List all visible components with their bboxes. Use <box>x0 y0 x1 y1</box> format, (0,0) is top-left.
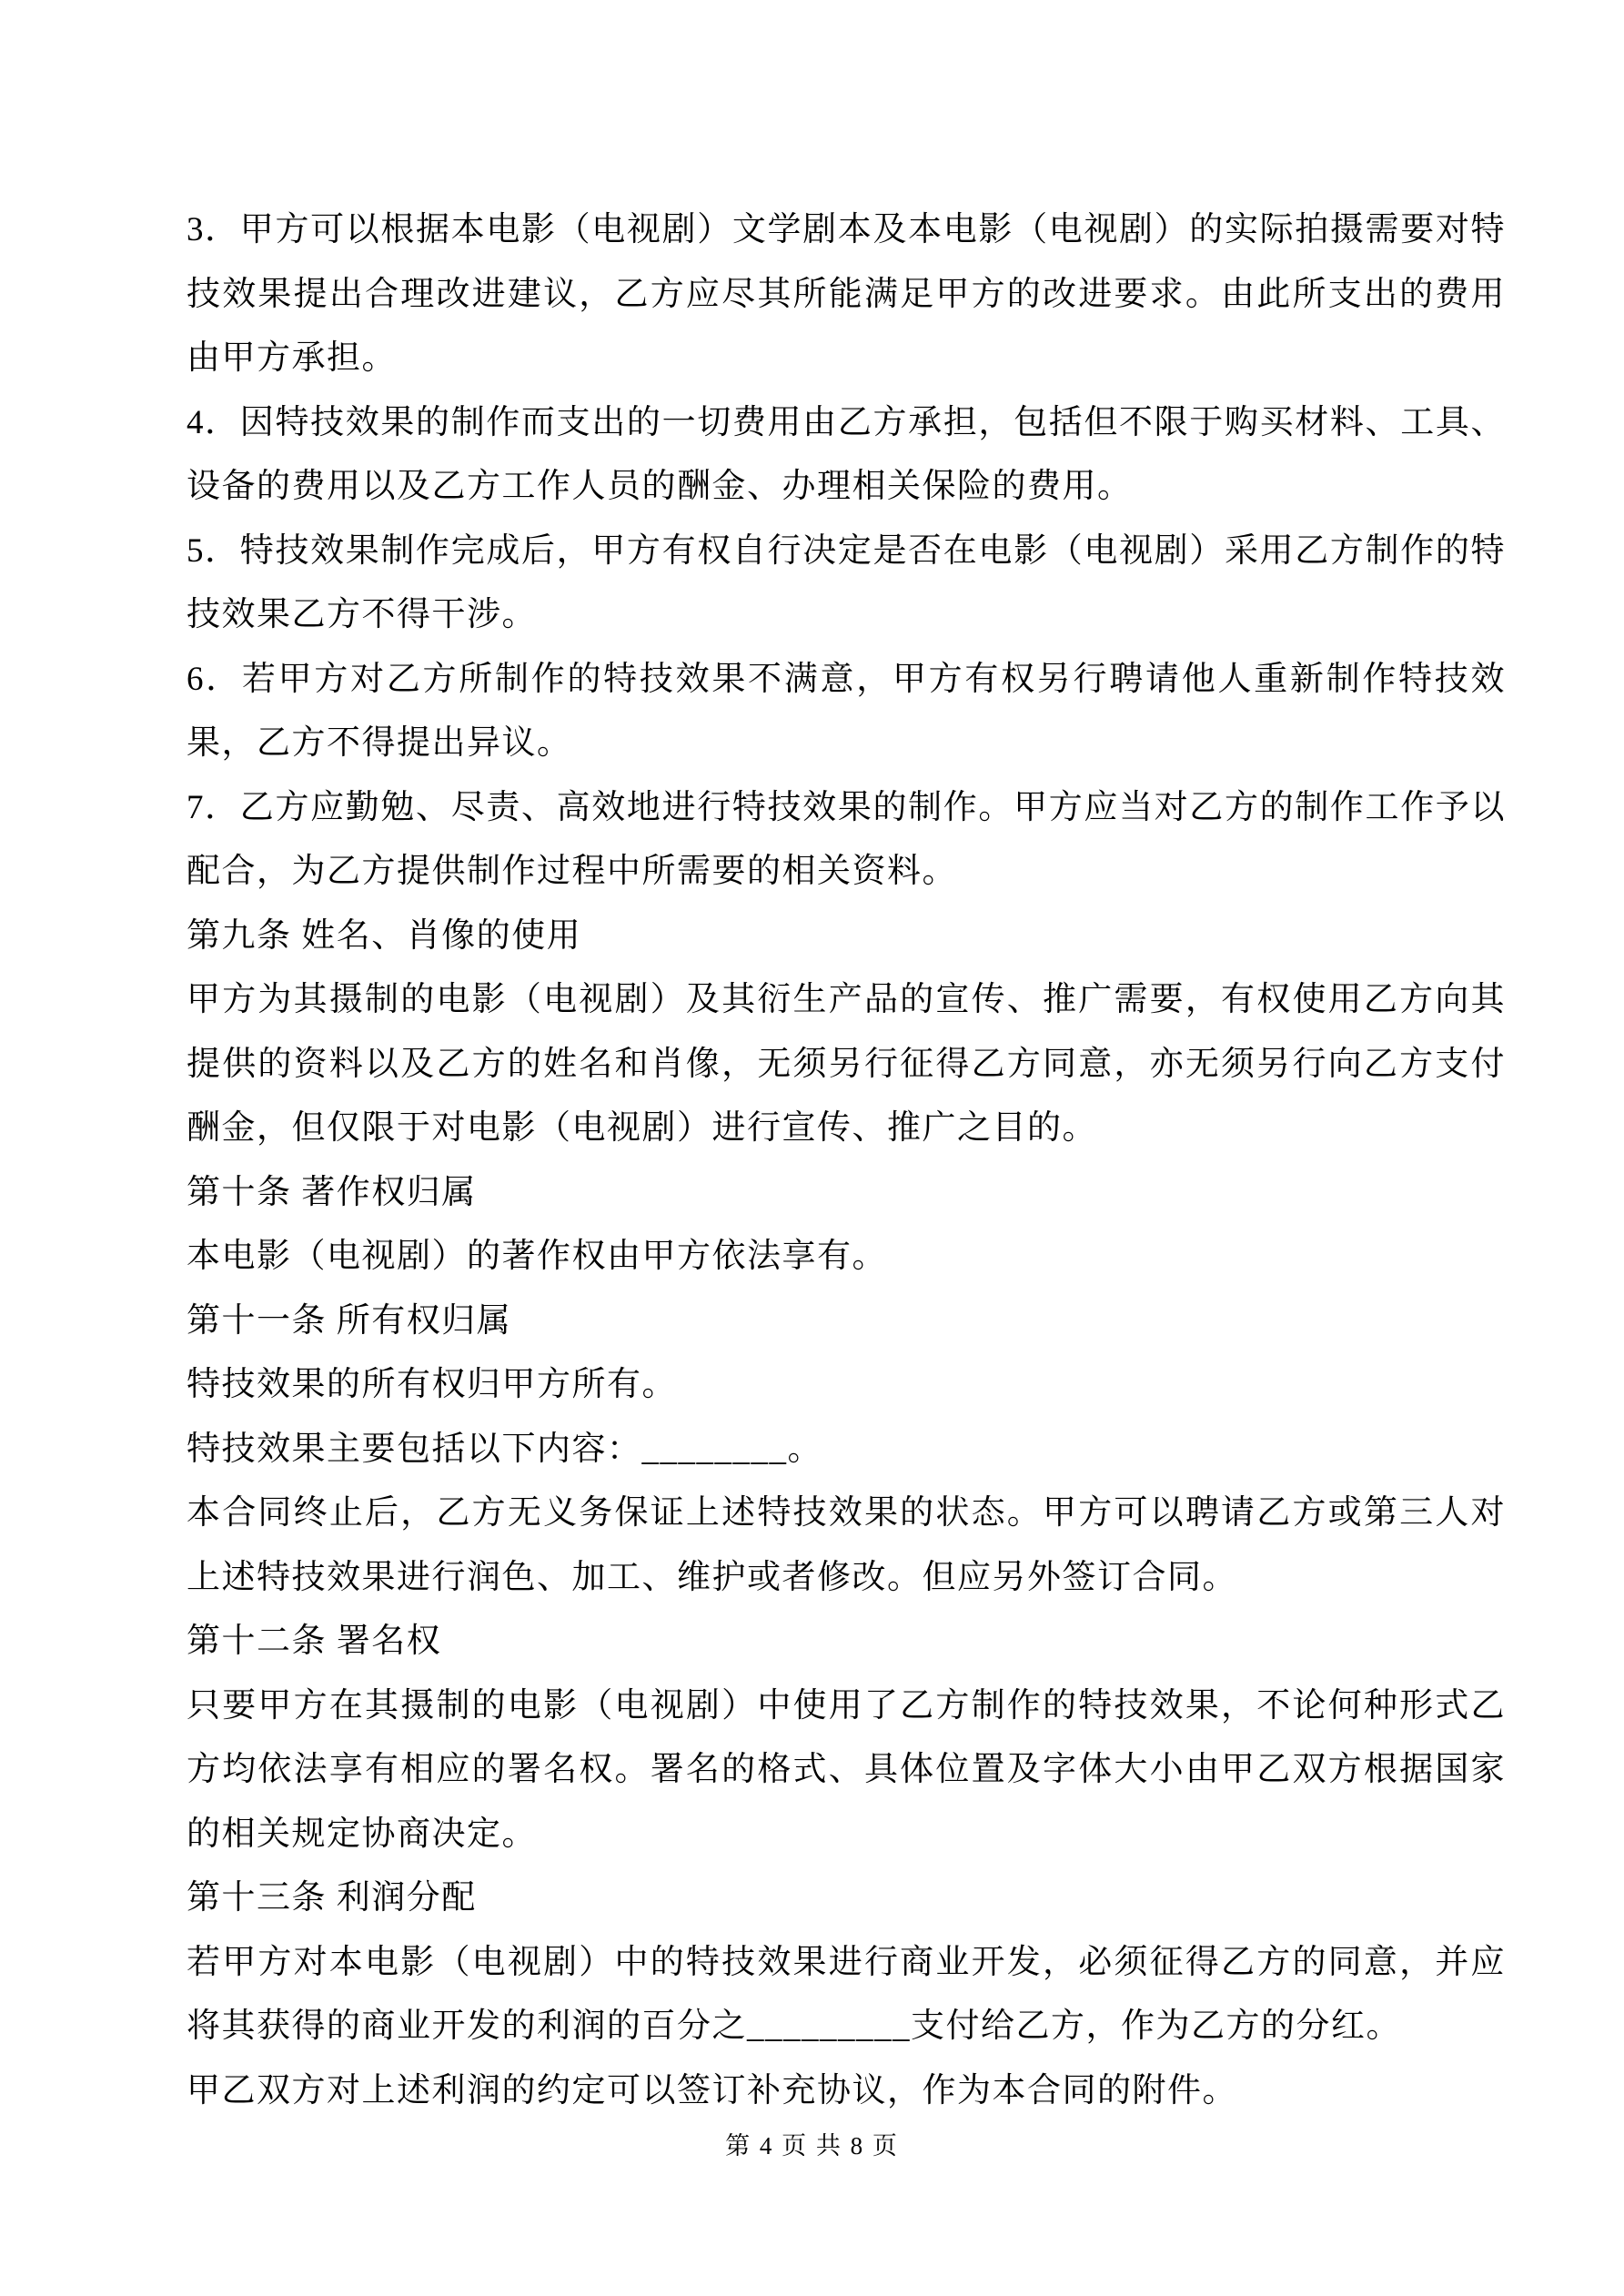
paragraph: 本合同终止后，乙方无义务保证上述特技效果的状态。甲方可以聘请乙方或第三人对上述特技效果进行润色、加工、维护或者修改。但应另外签订合同。 <box>187 1494 1506 1596</box>
paragraph: 第十二条 署名权 <box>187 1623 442 1660</box>
paragraph: 第十三条 利润分配 <box>187 1879 477 1917</box>
paragraph: 甲乙双方对上述利润的约定可以签订补充协议，作为本合同的附件。 <box>187 2071 1237 2109</box>
paragraph: 特技效果的所有权归甲方所有。 <box>187 1366 677 1403</box>
contract-text <box>187 198 1506 2123</box>
paragraph: 第十一条 所有权归属 <box>187 1301 512 1340</box>
paragraph: 7．乙方应勤勉、尽责、高效地进行特技效果的制作。甲方应当对乙方的制作工作予以配合，为乙方提供制作过程中所需要的相关资料。 <box>187 788 1506 890</box>
paragraph: 第九条 姓名、肖像的使用 <box>187 916 582 955</box>
paragraph: 若甲方对本电影（电视剧）中的特技效果进行商业开发，必须征得乙方的同意，并应将其获得的商业开发的利润的百分之_________支付给乙方，作为乙方的分红。 <box>187 1943 1506 2045</box>
paragraph: 3．甲方可以根据本电影（电视剧）文学剧本及本电影（电视剧）的实际拍摄需要对特技效果提出合理改进建议，乙方应尽其所能满足甲方的改进要求。由此所支出的费用由甲方承担。 <box>187 211 1506 377</box>
paragraph: 5．特技效果制作完成后，甲方有权自行决定是否在电影（电视剧）采用乙方制作的特技效果乙方不得干涉。 <box>187 531 1506 633</box>
paragraph: 只要甲方在其摄制的电影（电视剧）中使用了乙方制作的特技效果，不论何种形式乙方均依法享有相应的署名权。署名的格式、具体位置及字体大小由甲乙双方根据国家的相关规定协商决定。 <box>187 1686 1506 1853</box>
paragraph: 特技效果主要包括以下内容：________。 <box>187 1430 822 1468</box>
paragraph: 第十条 著作权归属 <box>187 1173 477 1211</box>
paragraph: 4．因特技效果的制作而支出的一切费用由乙方承担，包括但不限于购买材料、工具、设备的费用以及乙方工作人员的酬金、办理相关保险的费用。 <box>187 403 1506 505</box>
paragraph: 甲方为其摄制的电影（电视剧）及其衍生产品的宣传、推广需要，有权使用乙方向其提供的资料以及乙方的姓名和肖像，无须另行征得乙方同意，亦无须另行向乙方支付酬金，但仅限于对电影（电视剧）进行宣传、推广之目的。 <box>187 981 1506 1147</box>
paragraph: 6．若甲方对乙方所制作的特技效果不满意，甲方有权另行聘请他人重新制作特技效果，乙方不得提出异议。 <box>187 660 1506 762</box>
paragraph: 本电影（电视剧）的著作权由甲方依法享有。 <box>187 1238 887 1275</box>
page-number-footer: 第 4 页 共 8 页 <box>725 2132 899 2159</box>
